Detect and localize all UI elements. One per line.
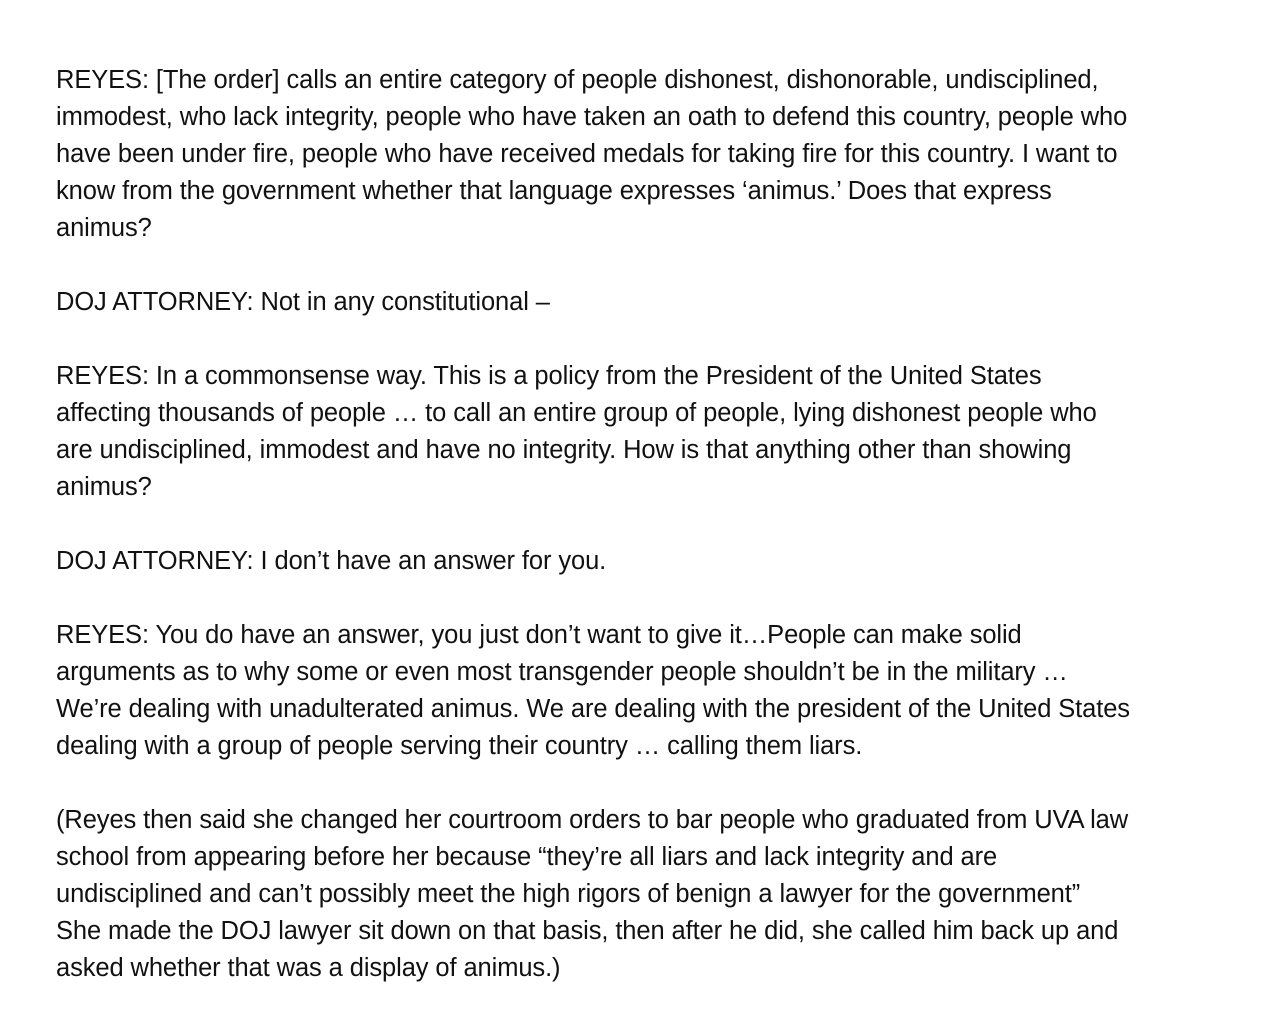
text-line: asked whether that was a display of animus.) (56, 954, 561, 982)
paragraph-doj-2 (56, 543, 1250, 580)
text-line: affecting thousands of people … to call an entire group of people, lying dishonest people who (56, 399, 1097, 427)
paragraph-doj-1 (56, 284, 1250, 321)
text-line: school from appearing before her because “they’re all liars and lack integrity and are (56, 843, 998, 871)
paragraph-reyes-3 (56, 617, 1250, 765)
paragraph-reyes-1 (56, 62, 1250, 247)
text-line: We’re dealing with unadulterated animus. We are dealing with the president of the United States (56, 695, 1130, 723)
text-line: arguments as to why some or even most transgender people shouldn’t be in the military … (56, 658, 1068, 686)
text-line: DOJ ATTORNEY: Not in any constitutional – (56, 288, 550, 316)
text-line: undisciplined and can’t possibly meet the high rigors of benign a lawyer for the government” (56, 880, 1081, 908)
text-line: animus? (56, 214, 152, 242)
text-line: She made the DOJ lawyer sit down on that basis, then after he did, she called him back up and (56, 917, 1119, 945)
text-line: DOJ ATTORNEY: I don’t have an answer for you. (56, 547, 607, 575)
text-line: are undisciplined, immodest and have no integrity. How is that anything other than showing (56, 436, 1072, 464)
text-line: have been under fire, people who have received medals for taking fire for this country. I want to (56, 140, 1118, 168)
text-line: dealing with a group of people serving their country … calling them liars. (56, 732, 863, 760)
text-line: immodest, who lack integrity, people who have taken an oath to defend this country, people who (56, 103, 1128, 131)
text-line: REYES: [The order] calls an entire category of people dishonest, dishonorable, undisciplined, (56, 66, 1099, 94)
text-line: animus? (56, 473, 152, 501)
text-line: (Reyes then said she changed her courtroom orders to bar people who graduated from UVA law (56, 806, 1129, 834)
text-line: know from the government whether that language expresses ‘animus.’ Does that express (56, 177, 1052, 205)
paragraph-narration (56, 802, 1250, 987)
paragraph-reyes-2 (56, 358, 1250, 506)
text-line: REYES: You do have an answer, you just don’t want to give it…People can make solid (56, 621, 1022, 649)
text-line: REYES: In a commonsense way. This is a policy from the President of the United States (56, 362, 1042, 390)
